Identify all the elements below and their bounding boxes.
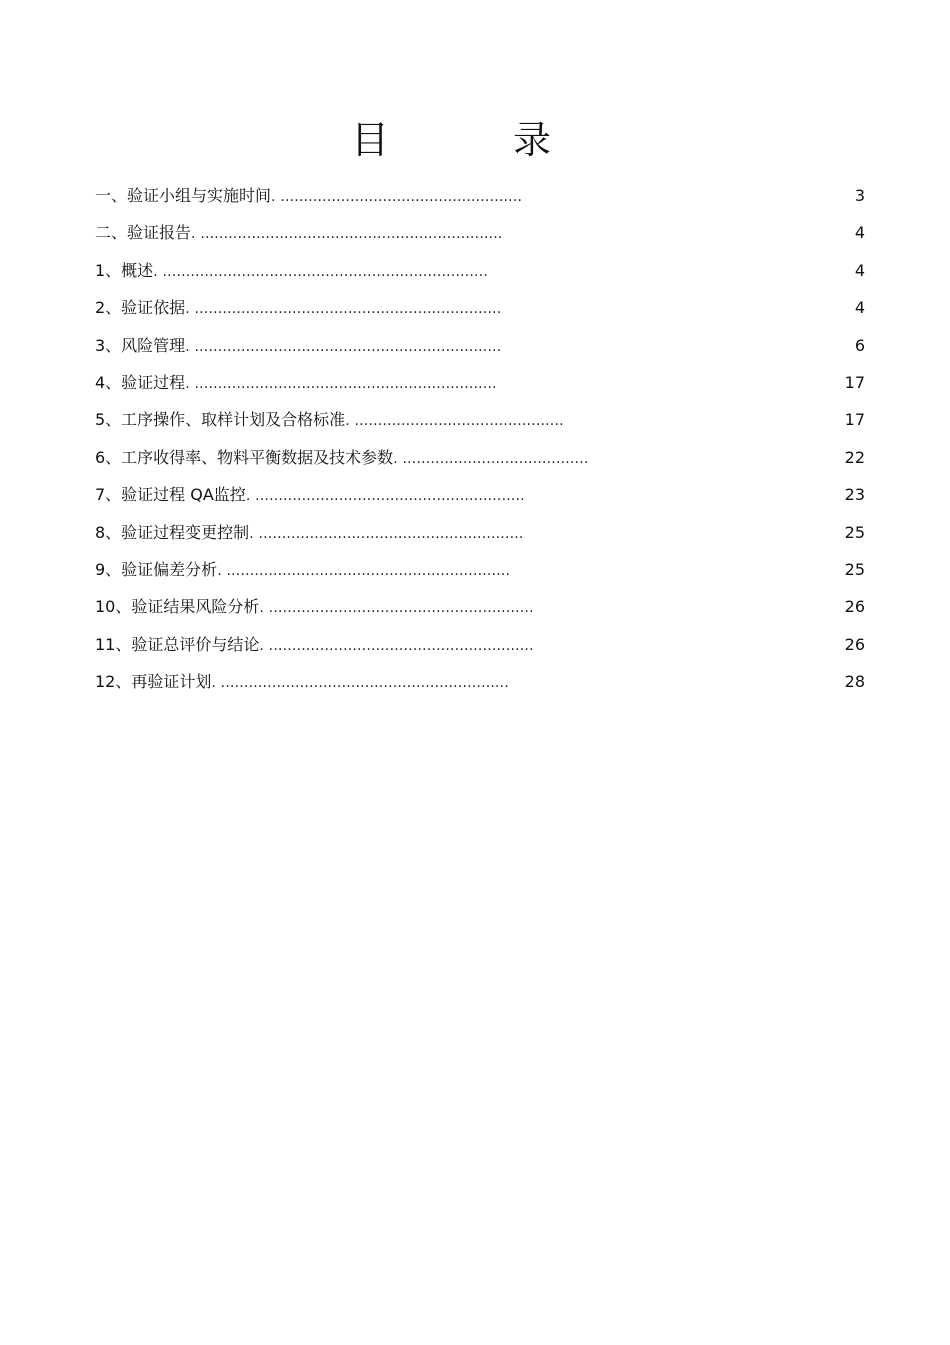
toc-entry[interactable]	[95, 480, 865, 517]
toc-leader-dots: . .............................................	[345, 413, 564, 430]
toc-list	[95, 181, 865, 704]
toc-entry[interactable]	[95, 256, 865, 293]
toc-entry[interactable]	[95, 667, 865, 704]
toc-entry-label: 2、验证依据	[95, 298, 186, 318]
toc-entry-label: 3、风险管理	[95, 335, 186, 355]
toc-leader-dots: . .............................................................	[217, 562, 511, 579]
toc-entry[interactable]	[95, 555, 865, 592]
toc-entry[interactable]	[95, 368, 865, 405]
toc-leader-dots: . .........................................................	[259, 637, 534, 654]
toc-entry-label: 5、工序操作、取样计划及合格标准	[95, 410, 346, 430]
toc-leader-dots: . .................................................................	[191, 226, 503, 243]
toc-entry-label: 9、验证偏差分析	[95, 559, 218, 579]
toc-leader-dots: . ..................................................................	[185, 338, 502, 355]
toc-entry-label: 10、验证结果风险分析	[95, 597, 260, 617]
toc-entry[interactable]	[95, 443, 865, 480]
toc-page-number: 6	[854, 335, 865, 355]
toc-entry-label: 4、验证过程	[95, 372, 186, 392]
toc-entry[interactable]	[95, 630, 865, 667]
toc-page-number: 17	[844, 372, 865, 392]
toc-leader-dots: . ..................................................................	[185, 301, 502, 318]
toc-leader-dots: . ........................................	[393, 450, 589, 467]
toc-entry[interactable]	[95, 218, 865, 255]
toc-page-number: 23	[844, 485, 865, 505]
toc-entry-label: 11、验证总评价与结论	[95, 634, 260, 654]
toc-entry[interactable]	[95, 331, 865, 368]
toc-leader-dots: . .........................................................	[259, 600, 534, 617]
toc-entry-label: 8、验证过程变更控制	[95, 522, 250, 542]
toc-leader-dots: . .................................................................	[185, 375, 497, 392]
toc-leader-dots: . ......................................................................	[153, 263, 489, 280]
toc-entry[interactable]	[95, 181, 865, 218]
toc-page-number: 26	[844, 597, 865, 617]
toc-page-number: 28	[844, 672, 865, 692]
toc-entry-label: 12、再验证计划	[95, 672, 212, 692]
toc-entry[interactable]	[95, 293, 865, 330]
toc-page-number: 4	[854, 223, 865, 243]
toc-entry[interactable]	[95, 405, 865, 442]
toc-entry[interactable]	[95, 592, 865, 629]
toc-page-number: 26	[844, 634, 865, 654]
toc-entry[interactable]	[95, 518, 865, 555]
toc-page-number: 22	[844, 447, 865, 467]
toc-page-number: 3	[854, 186, 865, 205]
toc-entry-label: 6、工序收得率、物料平衡数据及技术参数	[95, 447, 394, 467]
toc-leader-dots: . ..............................................................	[211, 675, 509, 692]
toc-entry-label: 7、验证过程 QA监控	[95, 485, 246, 505]
toc-leader-dots: . .........................................................	[249, 525, 524, 542]
toc-entry-label: 一、验证小组与实施时间	[95, 186, 272, 205]
toc-page-number: 17	[844, 410, 865, 430]
toc-entry-label: 二、验证报告	[95, 223, 192, 243]
toc-title: 目 录	[350, 118, 608, 162]
toc-page-number: 4	[854, 298, 865, 318]
toc-page-number: 25	[844, 522, 865, 542]
toc-leader-dots: . ..........................................................	[245, 488, 525, 505]
toc-entry-label: 1、概述	[95, 260, 154, 280]
toc-leader-dots: . ....................................................	[271, 189, 523, 205]
toc-page-number: 4	[854, 260, 865, 280]
toc-page-number: 25	[844, 559, 865, 579]
